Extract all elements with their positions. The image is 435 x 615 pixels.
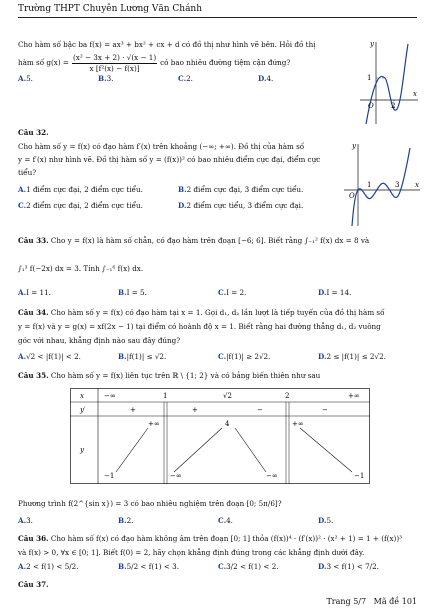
q33-option-d[interactable]	[318, 288, 418, 298]
q33-option-a-label: A.	[18, 288, 27, 297]
q31-line2-pre: hàm số g(x) =	[18, 58, 69, 68]
q33-option-a-text: I = 11.	[26, 288, 51, 297]
q32-option-c[interactable]	[18, 201, 178, 211]
q35-option-d-label: D.	[318, 516, 327, 525]
vt-y-label: y	[80, 446, 84, 454]
q31-graph-origin: O	[368, 102, 374, 110]
vt-arrow-4	[300, 428, 352, 472]
q32-option-d-label: D.	[178, 201, 187, 210]
q36-option-b[interactable]	[118, 562, 218, 572]
q31-fraction	[72, 53, 157, 73]
q34-option-a-label: A.	[18, 352, 27, 361]
q35-line2-text: Phương trình f(2^{sin x}) = 3 có bao nhiêu nghiệm trên đoạn	[18, 499, 245, 508]
q31-option-a-text: 5.	[26, 74, 33, 83]
page-number: Trang 5/7	[326, 597, 367, 606]
vt-x-1: 1	[163, 392, 168, 400]
q32-option-b[interactable]	[178, 185, 338, 195]
vt-y-bot-3: −1	[354, 472, 365, 480]
q32-options-row1	[18, 185, 338, 195]
q34-option-a[interactable]	[18, 352, 118, 362]
vt-y-top-1: 4	[225, 420, 230, 428]
q34-option-d[interactable]	[318, 352, 418, 362]
q31-line2-post: có bao nhiêu đường tiệm cận đứng?	[160, 58, 291, 68]
q31-graph-tick-1: 1	[367, 74, 372, 82]
q32-graph-tick-3: 3	[395, 181, 400, 189]
q33-line1-text: Cho y = f(x) là hàm số chẵn, có đạo hàm trên đoạn [−6; 6]. Biết rằng ∫₋₁² f(x) dx = 8 và	[50, 236, 370, 245]
vt-arrow-2	[174, 428, 222, 472]
vt-sign-0: +	[130, 406, 136, 414]
q34-line1-text: Cho hàm số y = f(x) có đạo hàm tại x = 1. Gọi d₁, d₂ lần lượt là tiếp tuyến của đồ thị hàm số	[50, 308, 385, 317]
vt-x-2: √2	[223, 392, 232, 400]
q31-option-d-label: D.	[258, 74, 267, 83]
q31-cubic-curve	[366, 44, 408, 124]
q32-graph-x-label: x	[415, 181, 419, 189]
vt-y-top-0: +∞	[148, 420, 160, 428]
q34-option-b-text: |f(1)| ≤ √2.	[126, 352, 167, 361]
q33-option-d-label: D.	[318, 288, 327, 297]
q34-options	[18, 352, 418, 362]
q32-graph-origin: O	[349, 192, 355, 200]
header-divider	[18, 17, 417, 18]
q31-option-a[interactable]	[18, 74, 98, 84]
q31-graph-x-label: x	[413, 90, 417, 98]
q35-option-d-text: 5.	[326, 516, 334, 525]
q35-variation-table	[70, 388, 370, 484]
vt-x-3: 2	[285, 392, 290, 400]
q32-option-b-label: B.	[178, 185, 187, 194]
q32-option-a-label: A.	[18, 185, 27, 194]
q36-option-a[interactable]	[18, 562, 118, 572]
vt-x-label: x	[80, 392, 84, 400]
vt-arrows	[116, 428, 352, 472]
vt-yp-label: y′	[80, 406, 86, 414]
q32-option-d[interactable]	[178, 201, 338, 211]
q35-option-d[interactable]	[318, 516, 418, 526]
q37-title: Câu 37.	[18, 580, 49, 589]
q33-line1	[18, 236, 418, 246]
q32-graph-tick-1: 1	[367, 181, 372, 189]
vt-sign-1: +	[192, 406, 198, 414]
q33-option-a[interactable]	[18, 288, 118, 298]
q36-line1	[18, 534, 418, 544]
vt-y-bot-2: −∞	[266, 472, 278, 480]
q35-option-b[interactable]	[118, 516, 218, 526]
q35-title: Câu 35.	[18, 371, 49, 380]
page-footer	[326, 597, 417, 608]
q32-derivative-graph	[340, 140, 422, 230]
school-header: Trường THPT Chuyên Lương Văn Chánh	[18, 4, 203, 14]
q31-graph-y-label: y	[370, 40, 374, 48]
vt-y-bot-0: −1	[104, 472, 115, 480]
q33-option-b-text: I = 5.	[126, 288, 147, 297]
q35-option-c[interactable]	[218, 516, 318, 526]
q31-cubic-graph	[356, 38, 421, 128]
q33-options	[18, 288, 418, 298]
q34-line1	[18, 308, 418, 318]
q34-line3: góc với nhau, khẳng định nào sau đây đúng?	[18, 336, 181, 345]
q35-line2	[18, 499, 418, 509]
q31-option-c-text: 2.	[186, 74, 193, 83]
q32-option-a-text: 1 điểm cực đại, 2 điểm cực tiểu.	[26, 185, 143, 194]
q35-option-a-label: A.	[18, 516, 27, 525]
q31-option-c[interactable]	[178, 74, 258, 84]
q34-option-d-label: D.	[318, 352, 327, 361]
q36-options	[18, 562, 418, 572]
vt-border	[71, 389, 370, 484]
q31-option-d[interactable]	[258, 74, 338, 84]
q31-option-c-label: C.	[178, 74, 187, 83]
q36-option-c[interactable]	[218, 562, 318, 572]
q36-option-d-label: D.	[318, 562, 327, 571]
vt-y-top-2: +∞	[292, 420, 304, 428]
q31-graph-tick-2: 2	[391, 102, 396, 110]
q32-title: Câu 32.	[18, 128, 49, 137]
q35-option-b-text: 2.	[126, 516, 134, 525]
q33-option-b[interactable]	[118, 288, 218, 298]
q32-option-c-label: C.	[18, 201, 27, 210]
q35-line1-text: Cho hàm số y = f(x) liên tục trên ℝ \ {1; 2} và có bảng biến thiên như sau	[50, 371, 321, 380]
q34-option-a-text: √2 < |f(1)| < 2.	[26, 352, 81, 361]
q31-denominator: x [f²(x) − f(x)]	[89, 63, 140, 73]
q33-option-c[interactable]	[218, 288, 318, 298]
q34-option-c-text: |f(1)| ≥ 2√2.	[226, 352, 271, 361]
vt-sign-3: −	[322, 406, 328, 414]
q31-line2	[18, 53, 358, 73]
q32-line2: y = f′(x) như hình vẽ. Đồ thị hàm số y = (f(x))² có bao nhiêu điểm cực đại, điểm cực	[18, 155, 321, 164]
q33-option-c-label: C.	[218, 288, 227, 297]
q36-option-a-text: 2 < f(1) < 5/2.	[26, 562, 79, 571]
q34-option-c[interactable]	[218, 352, 318, 362]
q35-interval: [0; 5π/6]?	[246, 499, 282, 508]
q32-graph-y-label: y	[352, 142, 356, 150]
q36-option-a-label: A.	[18, 562, 27, 571]
q32-option-a[interactable]	[18, 185, 178, 195]
q33-title: Câu 33.	[18, 236, 49, 245]
vt-sign-2: −	[257, 406, 263, 414]
vt-arrow-3	[235, 428, 266, 472]
vt-x-4: +∞	[348, 392, 360, 400]
q34-title: Câu 34.	[18, 308, 49, 317]
q31-option-b-text: 3.	[106, 74, 114, 83]
vt-y-bot-1: −∞	[170, 472, 182, 480]
q35-option-b-label: B.	[118, 516, 127, 525]
vt-x-0: −∞	[104, 392, 116, 400]
q33-option-b-label: B.	[118, 288, 127, 297]
q31-option-b-label: B.	[98, 74, 107, 83]
q32-option-c-text: 2 điểm cực đại, 2 điểm cực tiểu.	[26, 201, 143, 210]
q35-line1	[18, 371, 418, 381]
q35-option-a-text: 3.	[26, 516, 33, 525]
q32-line1: Cho hàm số y = f(x) có đạo hàm f′(x) trên khoảng (−∞; +∞). Đồ thị của hàm số	[18, 142, 305, 151]
q36-option-d[interactable]	[318, 562, 418, 572]
q33-line2: ∫₁³ f(−2x) dx = 3. Tính ∫₋₁⁶ f(x) dx.	[18, 264, 144, 273]
q33-option-d-text: I = 14.	[326, 288, 352, 297]
q36-option-c-text: 3/2 < f(1) < 2.	[226, 562, 279, 571]
vt-arrow-1	[116, 428, 148, 472]
q36-option-b-text: 5/2 < f(1) < 3.	[126, 562, 180, 571]
q35-options	[18, 516, 418, 526]
q36-line2: và f(x) > 0, ∀x ∈ [0; 1]. Biết f(0) = 2, hãy chọn khẳng định đúng trong các khẳng định dưới đây.	[18, 548, 365, 557]
q36-option-c-label: C.	[218, 562, 227, 571]
q35-option-c-label: C.	[218, 516, 227, 525]
q35-option-c-text: 4.	[226, 516, 233, 525]
q33-option-c-text: I = 2.	[226, 288, 247, 297]
q36-title: Câu 36.	[18, 534, 49, 543]
q35-option-a[interactable]	[18, 516, 118, 526]
q31-option-d-text: 4.	[266, 74, 274, 83]
exam-code: Mã đề 101	[373, 597, 417, 606]
q31-option-a-label: A.	[18, 74, 27, 83]
q31-option-b[interactable]	[98, 74, 178, 84]
q34-option-c-label: C.	[218, 352, 227, 361]
q34-option-b-label: B.	[118, 352, 127, 361]
q32-line3: tiểu?	[18, 168, 37, 177]
q34-option-d-text: 2 ≤ |f(1)| ≤ 2√2.	[326, 352, 386, 361]
q36-line1-text: Cho hàm số f(x) có đạo hàm không âm trên đoạn [0; 1] thỏa (f(x))⁴ · (f′(x))² · (x² + 1) = 1 + (f(x))³	[50, 534, 403, 543]
q31-numerator: (x² − 3x + 2) · √(x − 1)	[72, 53, 157, 62]
q36-option-b-label: B.	[118, 562, 127, 571]
q34-option-b[interactable]	[118, 352, 218, 362]
q32-option-d-text: 2 điểm cực tiểu, 3 điểm cực đại.	[186, 201, 304, 210]
q34-line2: y = f(x) và y = g(x) = xf(2x − 1) tại điểm có hoành độ x = 1. Biết rằng hai đường thẳng d₁, d₂ vuông	[18, 322, 381, 331]
q36-option-d-text: 3 < f(1) < 7/2.	[326, 562, 379, 571]
q32-derivative-curve	[352, 148, 410, 226]
q32-option-b-text: 2 điểm cực đại, 3 điểm cực tiểu.	[186, 185, 304, 194]
q31-line1: Cho hàm số bậc ba f(x) = ax³ + bx² + cx + d có đồ thị như hình vẽ bên. Hỏi đồ thị	[18, 40, 316, 49]
q32-options-row2	[18, 201, 338, 211]
